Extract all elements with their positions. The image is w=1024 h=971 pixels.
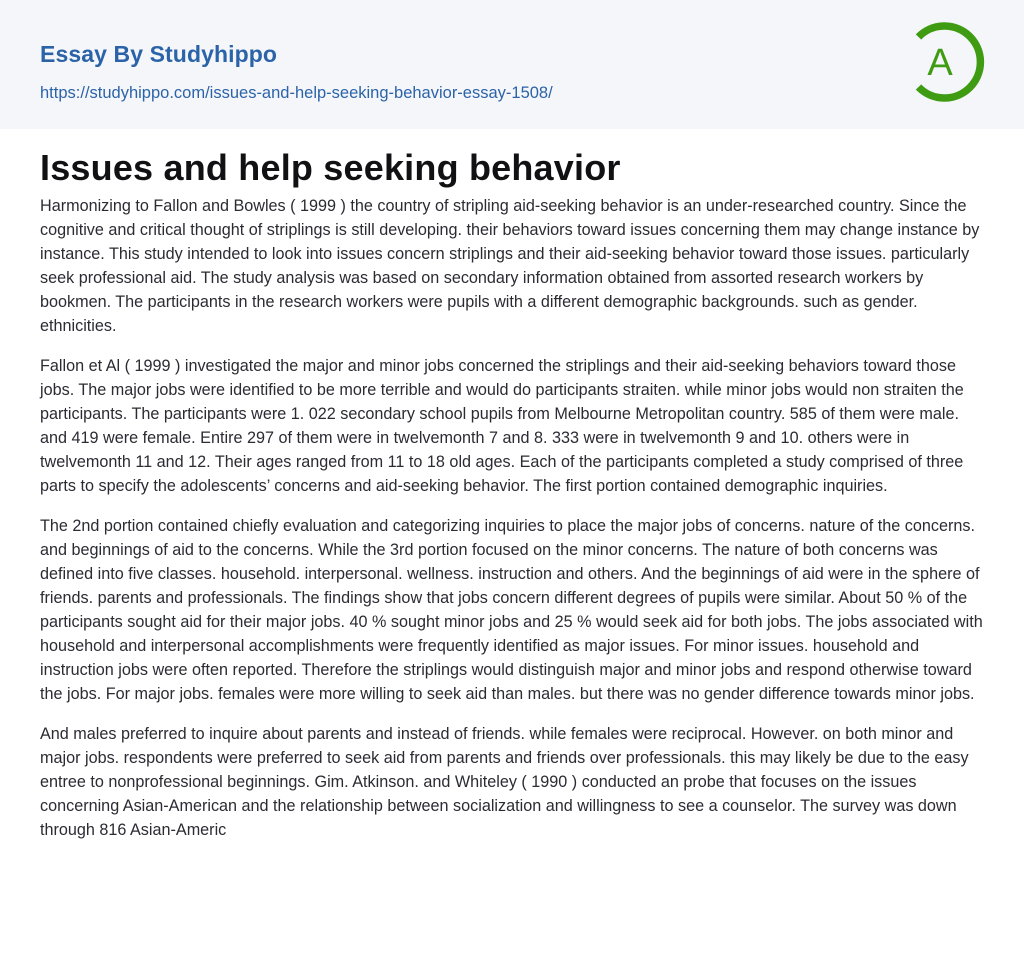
essay-paragraph: The 2nd portion contained chiefly evaluation and categorizing inquiries to place the major jobs of concerns. nature of the concerns. and beginnings of aid to the concerns. While the 3rd portion focused on the minor concerns. The nature of both concerns was defined into five classes. household. interpersonal. wellness. instruction and others. And the beginnings of aid were in the sphere of friends. parents and professionals. The findings show that jobs concern different degrees of pupils were similar. About 50 % of the participants sought aid for their major jobs. 40 % sought minor jobs and 25 % would seek aid for both jobs. The jobs associated with household and interpersonal accomplishments were frequently identified as major issues. For minor issues. household and instruction jobs were often reported. Therefore the striplings would distinguish major and minor jobs and respond otherwise toward the jobs. For major jobs. females were more willing to seek aid than males. but there was no gender difference towards minor jobs.: [40, 517, 983, 703]
essay-title: Issues and help seeking behavior: [40, 147, 621, 188]
studyhippo-logo-icon[interactable]: [908, 18, 988, 106]
essay-paragraph: And males preferred to inquire about parents and instead of friends. while females were reciprocal. However. on both minor and major jobs. respondents were preferred to seek aid from parents and friends over professionals. this may likely be due to the easy entree to nonprofessional beginnings. Gim. Atkinson. and Whiteley ( 1990 ) conducted an probe that focuses on the issues concerning Asian-American and the relationship between socialization and willingness to see a counselor. The survey was down through 816 Asian-Americ: [40, 725, 969, 839]
source-url-link[interactable]: https://studyhippo.com/issues-and-help-seeking-behavior-essay-1508/: [40, 84, 553, 102]
essay-paragraph: Fallon et Al ( 1999 ) investigated the major and minor jobs concerned the striplings and their aid-seeking behaviors toward those jobs. The major jobs were identified to be more terrible and would do participants straiten. while minor jobs would non straiten the participants. The participants were 1. 022 secondary school pupils from Melbourne Metropolitan country. 585 of them were male. and 419 were female. Entire 297 of them were in twelvemonth 7 and 8. 333 were in twelvemonth 9 and 10. others were in twelvemonth 11 and 12. Their ages ranged from 11 to 18 old ages. Each of the participants completed a study comprised of three parts to specify the adolescents’ concerns and aid-seeking behavior. The first portion contained demographic inquiries.: [40, 357, 964, 495]
essay-body: [40, 194, 990, 858]
brand-title: Essay By Studyhippo: [40, 41, 278, 67]
essay-paragraph: Harmonizing to Fallon and Bowles ( 1999 ) the country of stripling aid-seeking behavior is an under-researched country. Since the cognitive and critical thought of striplings is still developing. their behaviors toward issues concerning them may change instance by instance. This study intended to look into issues concern striplings and their aid-seeking behavior toward those issues. particularly seek professional aid. The study analysis was based on secondary information obtained from assorted research workers by bookmen. The participants in the research workers were pupils with a different demographic backgrounds. such as gender. ethnicities.: [40, 197, 980, 335]
logo-letter: A: [927, 42, 953, 84]
